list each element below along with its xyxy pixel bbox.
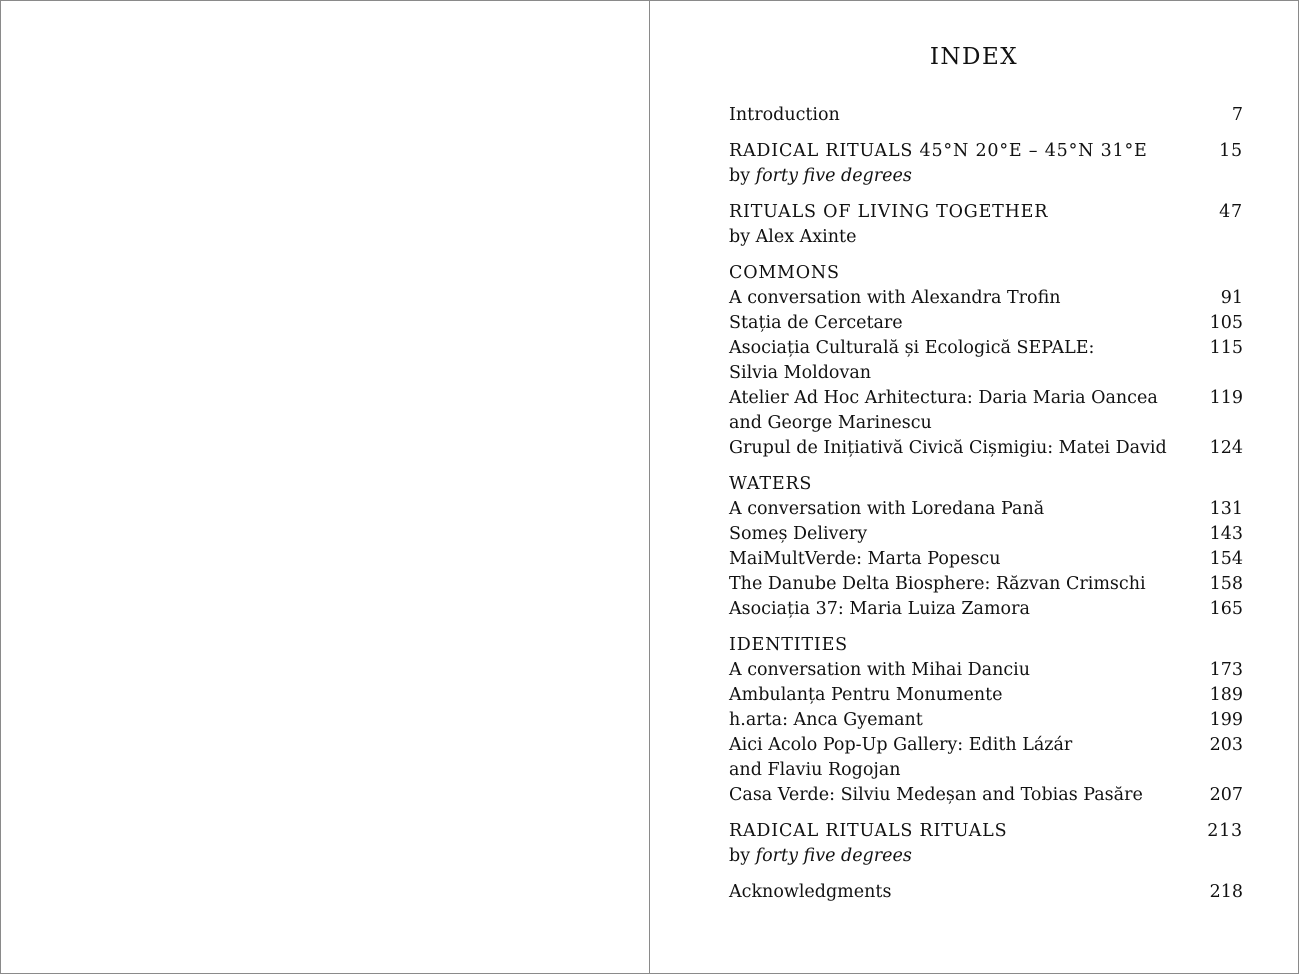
toc-entry-title: h.arta: Anca Gyemant: [729, 710, 923, 730]
toc-entry-continuation: [729, 758, 1243, 783]
toc-entry-page: 218: [1209, 882, 1243, 902]
toc-entry-page: 47: [1219, 202, 1243, 222]
toc-entry-title: Asociația Culturală și Ecologică SEPALE:: [729, 338, 1095, 358]
toc-entry-title: RADICAL RITUALS RITUALS: [729, 821, 1008, 841]
toc-entry[interactable]: [729, 733, 1243, 758]
section-heading-text: COMMONS: [729, 263, 840, 283]
toc-entry-page: 7: [1231, 105, 1243, 125]
byline-prefix: by: [729, 166, 756, 186]
toc-group-introduction: [729, 103, 1243, 128]
toc-entry-title: Casa Verde: Silviu Medeșan and Tobias Pasăre: [729, 785, 1143, 805]
section-heading: [729, 261, 1243, 286]
byline-author: forty five degrees: [755, 166, 912, 186]
toc-byline: [729, 844, 1243, 869]
toc-group-living-together: [729, 200, 1243, 250]
toc-group-identities: [729, 633, 1243, 808]
toc-entry-title: A conversation with Loredana Pană: [729, 499, 1045, 519]
toc-entry[interactable]: [729, 880, 1243, 905]
toc-byline: [729, 164, 1243, 189]
toc-entry-page: 199: [1209, 710, 1243, 730]
toc-group-radical-rituals-rituals: [729, 819, 1243, 869]
toc-entry-title: Ambulanța Pentru Monumente: [729, 685, 1003, 705]
toc-entry-title: Aici Acolo Pop-Up Gallery: Edith Lázár: [729, 735, 1073, 755]
toc-entry-page: 124: [1209, 438, 1243, 458]
toc-entry-title: Silvia Moldovan: [729, 363, 872, 383]
toc-entry-page: 173: [1209, 660, 1243, 680]
toc-entry-title: Introduction: [729, 105, 840, 125]
toc-entry[interactable]: [729, 522, 1243, 547]
toc-entry-continuation: [729, 411, 1243, 436]
page-title: INDEX: [929, 44, 1019, 70]
toc-byline: [729, 225, 1243, 250]
toc-entry-page: 213: [1207, 821, 1243, 841]
toc-entry-page: 165: [1209, 599, 1243, 619]
toc-entry[interactable]: [729, 783, 1243, 808]
toc-entry[interactable]: [729, 436, 1243, 461]
toc-entry[interactable]: [729, 658, 1243, 683]
left-page-blank: [0, 0, 649, 974]
byline-author: forty five degrees: [755, 846, 912, 866]
section-heading: [729, 472, 1243, 497]
toc-entry-page: 115: [1209, 338, 1243, 358]
toc-entry[interactable]: [729, 497, 1243, 522]
toc-entry-title: Asociația 37: Maria Luiza Zamora: [729, 599, 1030, 619]
toc-entry-page: 158: [1209, 574, 1243, 594]
toc-entry[interactable]: [729, 572, 1243, 597]
toc-entry-page: 15: [1219, 141, 1243, 161]
toc-group-commons: [729, 261, 1243, 461]
toc-entry-page: 203: [1209, 735, 1243, 755]
toc-entry-title: Someș Delivery: [729, 524, 868, 544]
toc-entry[interactable]: [729, 597, 1243, 622]
toc-entry-title: Atelier Ad Hoc Arhitectura: Daria Maria Oancea: [729, 388, 1158, 408]
toc-entry-page: 189: [1209, 685, 1243, 705]
toc-entry-page: 131: [1209, 499, 1243, 519]
toc-entry[interactable]: [729, 708, 1243, 733]
toc-entry[interactable]: [729, 139, 1243, 164]
toc-entry-page: 207: [1209, 785, 1243, 805]
toc-entry-title: Acknowledgments: [729, 882, 892, 902]
toc-entry-title: and George Marinescu: [729, 413, 932, 433]
toc-entry-title: Grupul de Inițiativă Civică Cișmigiu: Matei David: [729, 438, 1167, 458]
toc-entry[interactable]: [729, 103, 1243, 128]
toc-entry-continuation: [729, 361, 1243, 386]
toc-entry[interactable]: [729, 819, 1243, 844]
byline-text: by Alex Axinte: [729, 227, 857, 247]
toc-entry[interactable]: [729, 311, 1243, 336]
toc-entry-title: MaiMultVerde: Marta Popescu: [729, 549, 1001, 569]
toc-entry-title: RADICAL RITUALS 45°N 20°E – 45°N 31°E: [729, 141, 1148, 161]
byline-prefix: by: [729, 846, 756, 866]
toc-entry[interactable]: [729, 683, 1243, 708]
right-page: [649, 0, 1299, 974]
section-heading-text: IDENTITIES: [729, 635, 848, 655]
section-heading: [729, 633, 1243, 658]
toc-entry-title: and Flaviu Rogojan: [729, 760, 901, 780]
toc-entry-page: 143: [1209, 524, 1243, 544]
toc-entry-page: 119: [1209, 388, 1243, 408]
toc-entry-page: 154: [1209, 549, 1243, 569]
toc-group-acknowledgments: [729, 880, 1243, 905]
toc-entry[interactable]: [729, 286, 1243, 311]
toc-entry-title: RITUALS OF LIVING TOGETHER: [729, 202, 1049, 222]
toc-group-waters: [729, 472, 1243, 622]
toc-entry-page: 105: [1209, 313, 1243, 333]
toc-entry[interactable]: [729, 200, 1243, 225]
toc-entry-page: 91: [1220, 288, 1243, 308]
toc-entry[interactable]: [729, 386, 1243, 411]
toc-entry-title: The Danube Delta Biosphere: Răzvan Crimschi: [729, 574, 1146, 594]
toc-entry[interactable]: [729, 547, 1243, 572]
toc-group-radical-rituals: [729, 139, 1243, 189]
toc-entry-title: A conversation with Mihai Danciu: [729, 660, 1031, 680]
section-heading-text: WATERS: [729, 474, 813, 494]
toc-entry[interactable]: [729, 336, 1243, 361]
toc-entry-title: A conversation with Alexandra Trofin: [729, 288, 1061, 308]
table-of-contents: [729, 103, 1243, 916]
toc-entry-title: Stația de Cercetare: [729, 313, 903, 333]
